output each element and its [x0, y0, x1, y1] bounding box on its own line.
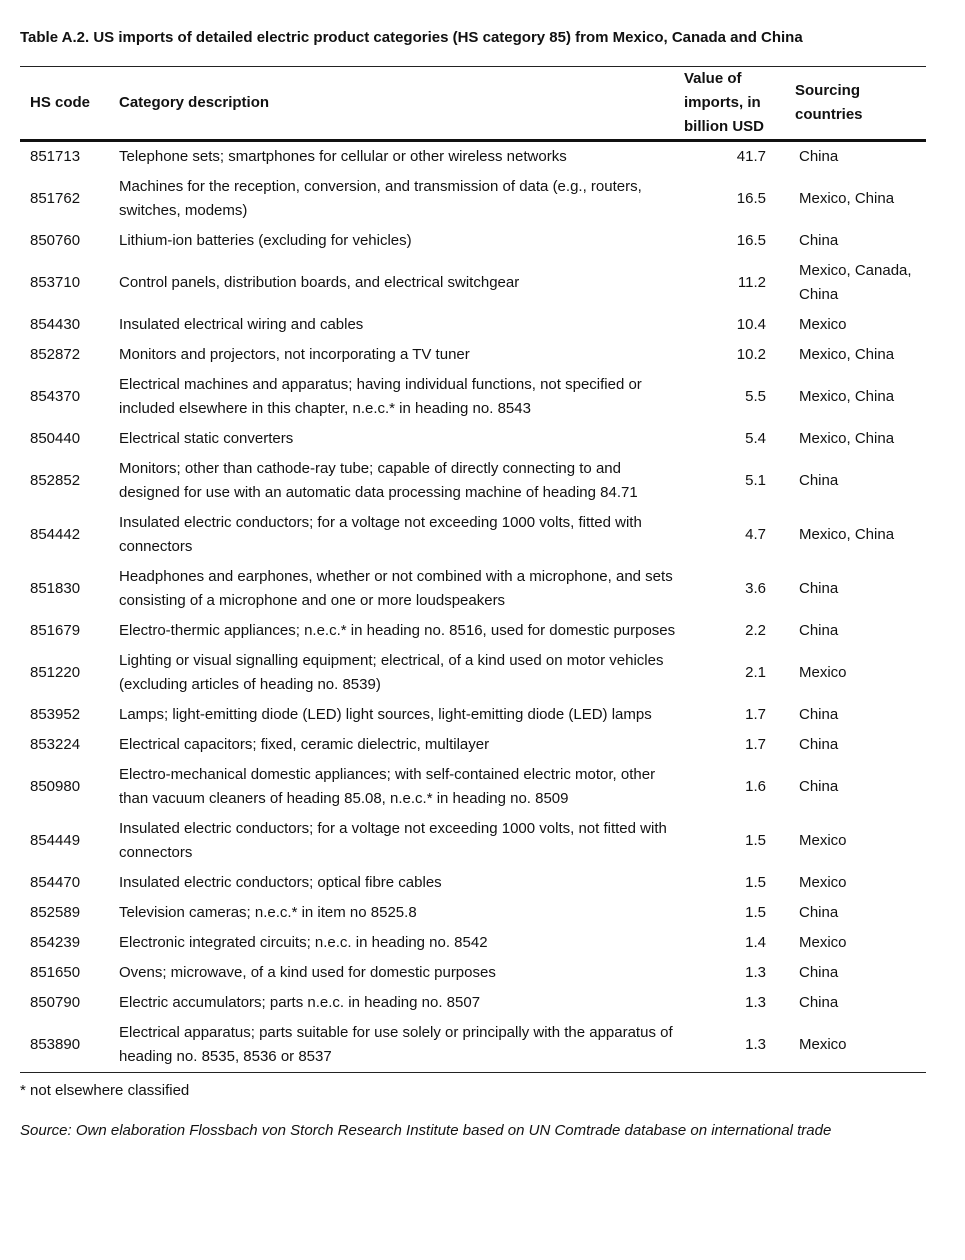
- table-row: [20, 898, 926, 928]
- sourcing-countries-cell: China: [799, 994, 839, 1011]
- table-row: [20, 868, 926, 898]
- sourcing-countries-cell: China: [799, 580, 839, 597]
- imports-table: [20, 66, 926, 1073]
- import-value-cell: 41.7: [736, 148, 766, 165]
- import-value-cell: 1.3: [745, 994, 766, 1011]
- import-value-cell: 3.6: [745, 580, 766, 597]
- sourcing-countries-cell: China: [799, 622, 839, 639]
- source-note: Source: Own elaboration Flossbach von Storch Research Institute based on UN Comtrade database on international trade: [20, 1122, 832, 1139]
- category-description-cell: Lamps; light-emitting diode (LED) light sources, light-emitting diode (LED) lamps: [119, 706, 652, 723]
- import-value-cell: 4.7: [745, 526, 766, 543]
- table-row: [20, 172, 926, 226]
- category-description-cell: Electronic integrated circuits; n.e.c. in heading no. 8542: [119, 934, 488, 951]
- sourcing-countries-cell: China: [799, 148, 839, 165]
- sourcing-countries-cell: China: [799, 706, 839, 723]
- hs-code-cell: 851650: [30, 964, 81, 981]
- table-row: [20, 1018, 926, 1073]
- hs-code-cell: 853952: [30, 706, 81, 723]
- import-value-cell: 2.2: [745, 622, 766, 639]
- table-row: [20, 700, 926, 730]
- import-value-cell: 11.2: [737, 274, 766, 291]
- hs-code-cell: 852589: [30, 904, 81, 921]
- category-description-cell: Insulated electrical wiring and cables: [119, 316, 364, 333]
- hs-code-cell: 853224: [30, 736, 81, 753]
- hs-code-cell: 851762: [30, 190, 81, 207]
- category-description-cell: Monitors and projectors, not incorporating a TV tuner: [119, 346, 470, 363]
- table-row: [20, 141, 926, 173]
- header-import-value: Value of imports, in billion USD: [684, 70, 764, 135]
- import-value-cell: 1.7: [745, 736, 766, 753]
- category-description-cell: Electrical apparatus; parts suitable for use solely or principally with the apparatus of heading no. 8535, 8536 or 8537: [119, 1024, 673, 1065]
- hs-code-cell: 852852: [30, 472, 81, 489]
- header-hs-code: HS code: [30, 94, 91, 111]
- category-description-cell: Insulated electric conductors; for a voltage not exceeding 1000 volts, not fitted with connectors: [119, 820, 667, 861]
- import-value-cell: 1.3: [745, 1036, 766, 1053]
- sourcing-countries-cell: Mexico, Canada, China: [799, 262, 912, 303]
- category-description-cell: Headphones and earphones, whether or not combined with a microphone, and sets consisting of a microphone and one or more loudspeakers: [119, 568, 673, 609]
- hs-code-cell: 851713: [30, 148, 81, 165]
- category-description-cell: Electrical machines and apparatus; having individual functions, not specified or included elsewhere in this chapter, n.e.c.* in heading no. 8543: [119, 376, 642, 417]
- sourcing-countries-cell: Mexico: [799, 316, 847, 333]
- import-value-cell: 1.3: [745, 964, 766, 981]
- table-row: [20, 340, 926, 370]
- sourcing-countries-cell: Mexico, China: [799, 430, 895, 447]
- sourcing-countries-cell: China: [799, 736, 839, 753]
- hs-code-cell: 851220: [30, 664, 81, 681]
- sourcing-countries-cell: Mexico: [799, 934, 847, 951]
- sourcing-countries-cell: China: [799, 904, 839, 921]
- table-body: [20, 141, 926, 1073]
- import-value-cell: 16.5: [736, 232, 766, 249]
- import-value-cell: 2.1: [745, 664, 766, 681]
- table-row: [20, 616, 926, 646]
- import-value-cell: 10.4: [736, 316, 766, 333]
- category-description-cell: Electro-thermic appliances; n.e.c.* in heading no. 8516, used for domestic purposes: [119, 622, 676, 639]
- category-description-cell: Insulated electric conductors; optical fibre cables: [119, 874, 442, 891]
- import-value-cell: 5.4: [745, 430, 766, 447]
- sourcing-countries-cell: Mexico: [799, 874, 847, 891]
- import-value-cell: 1.7: [745, 706, 766, 723]
- hs-code-cell: 854239: [30, 934, 81, 951]
- hs-code-cell: 850790: [30, 994, 81, 1011]
- header-category-description: Category description: [119, 94, 270, 111]
- table-row: [20, 562, 926, 616]
- category-description-cell: Electric accumulators; parts n.e.c. in heading no. 8507: [119, 994, 481, 1011]
- import-value-cell: 1.6: [745, 778, 766, 795]
- sourcing-countries-cell: China: [799, 472, 839, 489]
- category-description-cell: Electro-mechanical domestic appliances; with self-contained electric motor, other than vacuum cleaners of heading 85.08, n.e.c.* in heading no. 8509: [119, 766, 656, 807]
- sourcing-countries-cell: Mexico, China: [799, 388, 895, 405]
- table-row: [20, 226, 926, 256]
- import-value-cell: 5.5: [745, 388, 766, 405]
- document-page: [20, 28, 926, 1141]
- category-description-cell: Insulated electric conductors; for a voltage not exceeding 1000 volts, fitted with connectors: [119, 514, 642, 555]
- sourcing-countries-cell: China: [799, 964, 839, 981]
- hs-code-cell: 854442: [30, 526, 81, 543]
- sourcing-countries-cell: China: [799, 778, 839, 795]
- sourcing-countries-cell: Mexico: [799, 664, 847, 681]
- sourcing-countries-cell: Mexico: [799, 832, 847, 849]
- hs-code-cell: 854430: [30, 316, 81, 333]
- table-row: [20, 760, 926, 814]
- footnote: * not elsewhere classified: [20, 1082, 190, 1099]
- table-row: [20, 988, 926, 1018]
- hs-code-cell: 854449: [30, 832, 81, 849]
- hs-code-cell: 854370: [30, 388, 81, 405]
- table-row: [20, 646, 926, 700]
- import-value-cell: 5.1: [745, 472, 766, 489]
- header-sourcing-countries: Sourcing countries: [795, 82, 863, 123]
- table-row: [20, 814, 926, 868]
- sourcing-countries-cell: China: [799, 232, 839, 249]
- import-value-cell: 1.5: [745, 832, 766, 849]
- category-description-cell: Television cameras; n.e.c.* in item no 8525.8: [119, 904, 417, 921]
- hs-code-cell: 851679: [30, 622, 81, 639]
- import-value-cell: 10.2: [736, 346, 766, 363]
- hs-code-cell: 854470: [30, 874, 81, 891]
- table-title: Table A.2. US imports of detailed electric product categories (HS category 85) from Mexico, Canada and China: [20, 29, 803, 46]
- hs-code-cell: 851830: [30, 580, 81, 597]
- table-row: [20, 508, 926, 562]
- import-value-cell: 1.5: [745, 904, 766, 921]
- category-description-cell: Ovens; microwave, of a kind used for domestic purposes: [119, 964, 496, 981]
- sourcing-countries-cell: Mexico, China: [799, 190, 895, 207]
- category-description-cell: Electrical capacitors; fixed, ceramic dielectric, multilayer: [119, 736, 490, 753]
- sourcing-countries-cell: Mexico: [799, 1036, 847, 1053]
- table-row: [20, 928, 926, 958]
- table-row: [20, 454, 926, 508]
- category-description-cell: Lighting or visual signalling equipment; electrical, of a kind used on motor vehicles (excluding articles of heading no. 8539): [119, 652, 664, 693]
- category-description-cell: Telephone sets; smartphones for cellular or other wireless networks: [119, 148, 567, 165]
- table-header-row: [20, 67, 926, 141]
- hs-code-cell: 852872: [30, 346, 81, 363]
- category-description-cell: Monitors; other than cathode-ray tube; capable of directly connecting to and designed for use with an automatic data processing machine of heading 84.71: [119, 460, 638, 501]
- table-row: [20, 256, 926, 310]
- table-row: [20, 730, 926, 760]
- hs-code-cell: 850440: [30, 430, 81, 447]
- import-value-cell: 1.4: [745, 934, 766, 951]
- sourcing-countries-cell: Mexico, China: [799, 346, 895, 363]
- category-description-cell: Machines for the reception, conversion, and transmission of data (e.g., routers, switches, modems): [119, 178, 642, 219]
- table-row: [20, 370, 926, 424]
- hs-code-cell: 850980: [30, 778, 81, 795]
- category-description-cell: Control panels, distribution boards, and electrical switchgear: [119, 274, 520, 291]
- table-row: [20, 310, 926, 340]
- sourcing-countries-cell: Mexico, China: [799, 526, 895, 543]
- hs-code-cell: 853710: [30, 274, 81, 291]
- hs-code-cell: 853890: [30, 1036, 81, 1053]
- table-row: [20, 424, 926, 454]
- hs-code-cell: 850760: [30, 232, 81, 249]
- category-description-cell: Electrical static converters: [119, 430, 294, 447]
- import-value-cell: 1.5: [745, 874, 766, 891]
- category-description-cell: Lithium-ion batteries (excluding for vehicles): [119, 232, 412, 249]
- import-value-cell: 16.5: [736, 190, 766, 207]
- table-row: [20, 958, 926, 988]
